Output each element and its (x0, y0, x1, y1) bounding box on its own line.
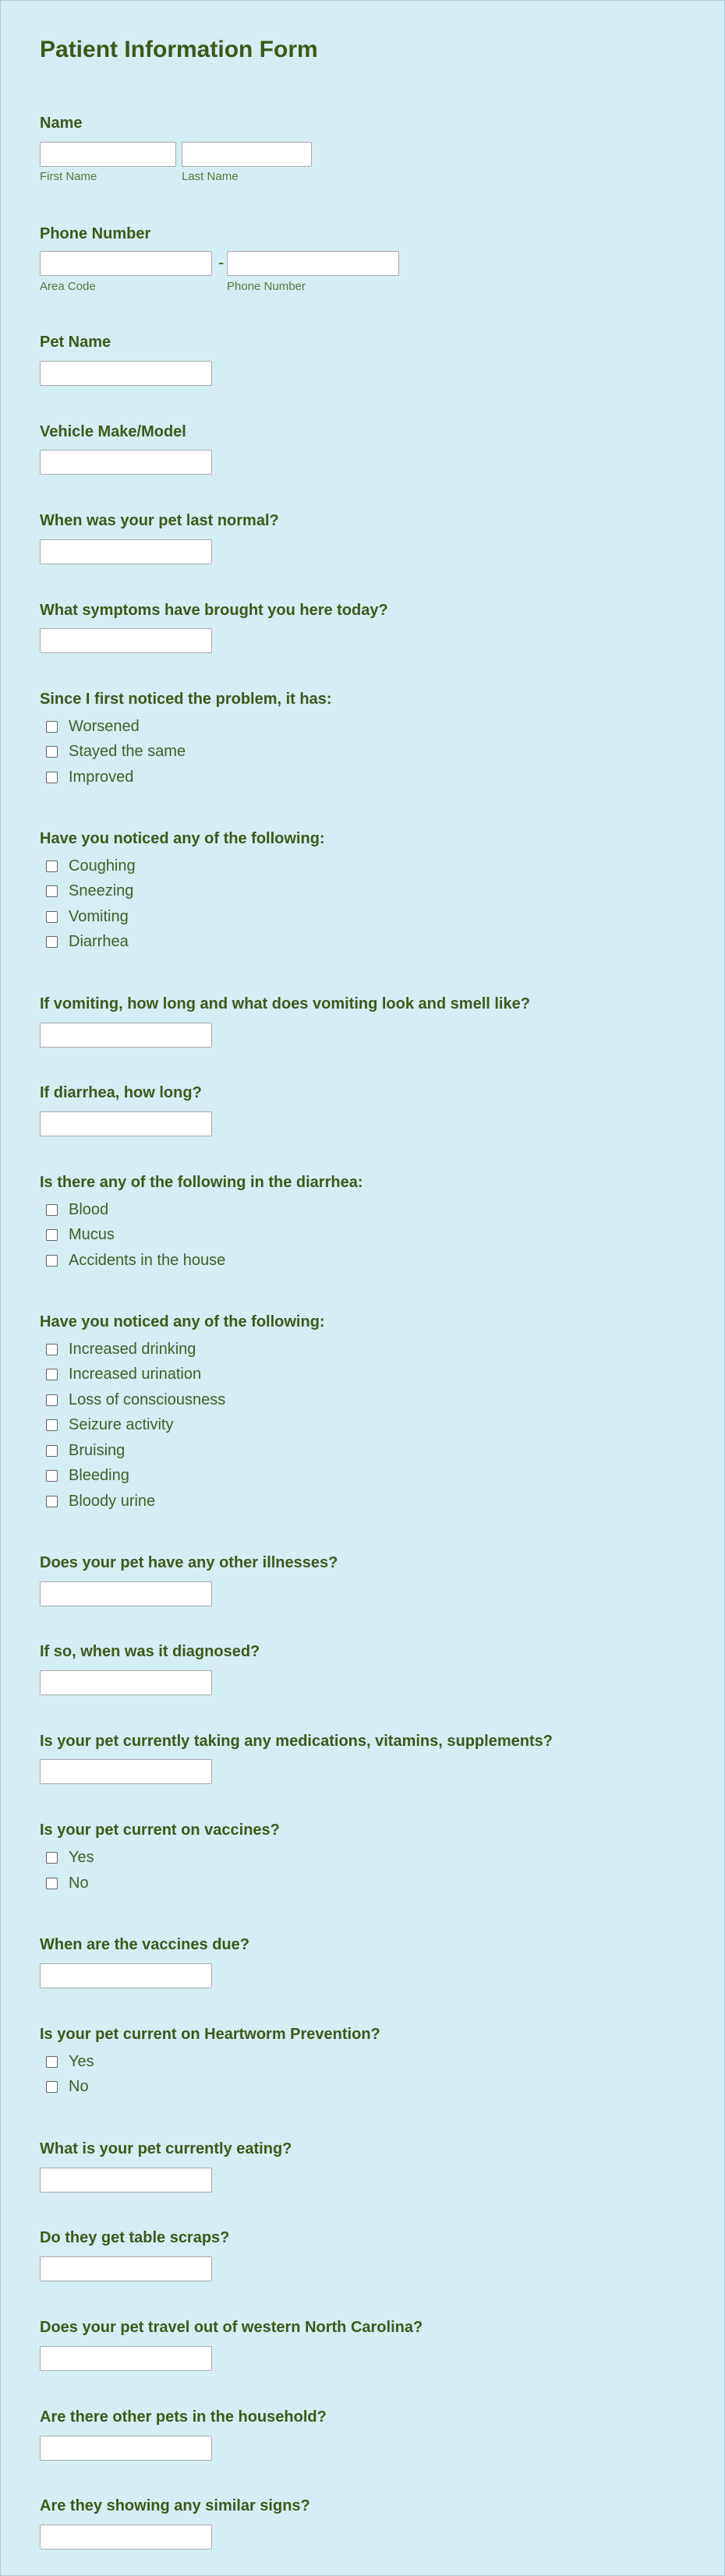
noticed-conditions-label: Have you noticed any of the following: (40, 1313, 325, 1330)
checkbox[interactable] (46, 772, 58, 783)
condition-option-bleeding[interactable]: Bleeding (46, 1466, 129, 1485)
checkbox[interactable] (46, 1852, 58, 1864)
checkbox[interactable] (46, 1496, 58, 1507)
noticed-option-diarrhea[interactable]: Diarrhea (46, 932, 129, 951)
other-illnesses-input[interactable] (40, 1581, 212, 1606)
other-illnesses-label: Does your pet have any other illnesses? (40, 1554, 338, 1571)
noticed-option-sneezing[interactable]: Sneezing (46, 882, 133, 900)
checkbox[interactable] (46, 936, 58, 948)
condition-option-loss-of-consciousness[interactable]: Loss of consciousness (46, 1390, 225, 1409)
pet-name-input[interactable] (40, 361, 212, 386)
condition-option-seizure-activity[interactable]: Seizure activity (46, 1415, 174, 1434)
diarrhea-option-blood[interactable]: Blood (46, 1200, 108, 1219)
noticed-option-vomiting[interactable]: Vomiting (46, 907, 129, 926)
vomiting-label: If vomiting, how long and what does vomiting look and smell like? (40, 995, 530, 1012)
checkbox[interactable] (46, 746, 58, 758)
checkbox[interactable] (46, 1419, 58, 1431)
noticed-symptoms-label: Have you noticed any of the following: (40, 830, 325, 847)
travel-label: Does your pet travel out of western North Carolina? (40, 2319, 423, 2336)
similar-signs-label: Are they showing any similar signs? (40, 2497, 310, 2514)
first-name-sublabel: First Name (40, 170, 97, 183)
symptoms-input[interactable] (40, 628, 212, 653)
checkbox[interactable] (46, 885, 58, 897)
diarrhea-option-mucus[interactable]: Mucus (46, 1225, 115, 1244)
vaccines-due-input[interactable] (40, 1963, 212, 1988)
eating-input[interactable] (40, 2168, 212, 2193)
problem-label: Since I first noticed the problem, it has: (40, 691, 332, 708)
checkbox[interactable] (46, 911, 58, 923)
problem-option-worsened[interactable]: Worsened (46, 717, 140, 736)
phone-number-sublabel: Phone Number (227, 280, 306, 293)
checkbox[interactable] (46, 1394, 58, 1406)
first-name-input[interactable] (40, 142, 176, 167)
vehicle-input[interactable] (40, 450, 212, 475)
medications-label: Is your pet currently taking any medications, vitamins, supplements? (40, 1733, 553, 1750)
diagnosed-label: If so, when was it diagnosed? (40, 1643, 260, 1660)
other-pets-input[interactable] (40, 2436, 212, 2461)
heartworm-label: Is your pet current on Heartworm Prevention? (40, 2026, 380, 2043)
diarrhea-duration-label: If diarrhea, how long? (40, 1084, 202, 1101)
condition-option-bloody-urine[interactable]: Bloody urine (46, 1492, 155, 1511)
diarrhea-duration-input[interactable] (40, 1111, 212, 1136)
checkbox[interactable] (46, 2081, 58, 2093)
vaccines-due-label: When are the vaccines due? (40, 1936, 249, 1953)
vehicle-label: Vehicle Make/Model (40, 423, 186, 440)
table-scraps-label: Do they get table scraps? (40, 2229, 230, 2246)
checkbox[interactable] (46, 1445, 58, 1457)
checkbox[interactable] (46, 1255, 58, 1267)
heartworm-option-yes[interactable]: Yes (46, 2052, 94, 2071)
checkbox[interactable] (46, 860, 58, 872)
eating-label: What is your pet currently eating? (40, 2140, 292, 2157)
checkbox[interactable] (46, 1470, 58, 1482)
vaccines-option-no[interactable]: No (46, 1874, 89, 1892)
similar-signs-input[interactable] (40, 2525, 212, 2549)
condition-option-bruising[interactable]: Bruising (46, 1441, 125, 1460)
area-code-sublabel: Area Code (40, 280, 96, 293)
last-name-sublabel: Last Name (182, 170, 239, 183)
last-normal-input[interactable] (40, 539, 212, 564)
diarrhea-option-accidents[interactable]: Accidents in the house (46, 1251, 225, 1270)
checkbox[interactable] (46, 1229, 58, 1241)
phone-number-input[interactable] (227, 251, 399, 276)
pet-name-label: Pet Name (40, 334, 111, 351)
checkbox[interactable] (46, 2056, 58, 2068)
condition-option-increased-urination[interactable]: Increased urination (46, 1365, 201, 1383)
form-title: Patient Information Form (40, 37, 318, 62)
vaccines-label: Is your pet current on vaccines? (40, 1822, 280, 1839)
phone-number-label: Phone Number (40, 225, 151, 242)
checkbox[interactable] (46, 1204, 58, 1216)
checkbox[interactable] (46, 721, 58, 733)
problem-option-stayed-same[interactable]: Stayed the same (46, 742, 186, 761)
phone-separator: - (218, 253, 225, 272)
table-scraps-input[interactable] (40, 2256, 212, 2281)
checkbox[interactable] (46, 1369, 58, 1380)
area-code-input[interactable] (40, 251, 212, 276)
last-normal-label: When was your pet last normal? (40, 512, 279, 529)
medications-input[interactable] (40, 1759, 212, 1784)
last-name-input[interactable] (182, 142, 312, 167)
condition-option-increased-drinking[interactable]: Increased drinking (46, 1340, 196, 1359)
name-label: Name (40, 115, 83, 132)
vaccines-option-yes[interactable]: Yes (46, 1848, 94, 1867)
heartworm-option-no[interactable]: No (46, 2077, 89, 2096)
diagnosed-input[interactable] (40, 1670, 212, 1695)
other-pets-label: Are there other pets in the household? (40, 2408, 327, 2426)
checkbox[interactable] (46, 1344, 58, 1355)
checkbox[interactable] (46, 1878, 58, 1889)
problem-option-improved[interactable]: Improved (46, 768, 133, 786)
travel-input[interactable] (40, 2346, 212, 2371)
vomiting-input[interactable] (40, 1023, 212, 1048)
symptoms-label: What symptoms have brought you here today? (40, 602, 388, 619)
diarrhea-contents-label: Is there any of the following in the diarrhea: (40, 1174, 363, 1191)
noticed-option-coughing[interactable]: Coughing (46, 857, 136, 875)
